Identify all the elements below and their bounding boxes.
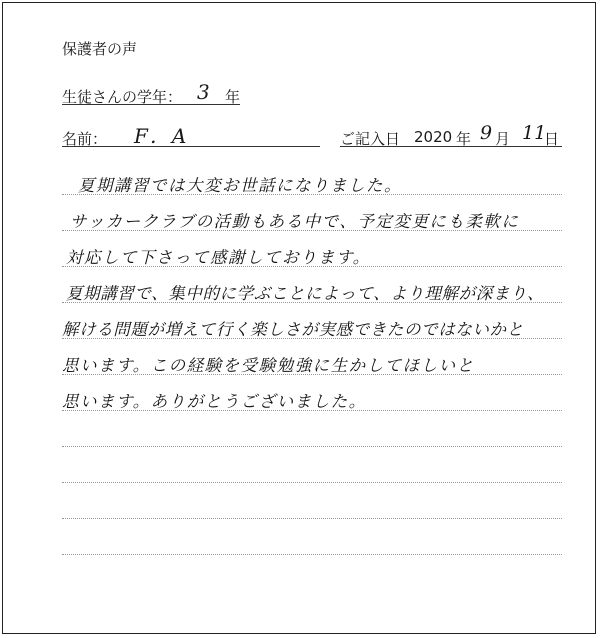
date-year-unit: 年 xyxy=(456,130,472,148)
ruled-line xyxy=(62,446,562,447)
form-title: 保護者の声 xyxy=(62,40,138,58)
grade-unit: 年 xyxy=(225,88,241,106)
comment-line: 解ける問題が増えて行く楽しさが実感できたのではないかと xyxy=(62,320,524,339)
name-label: 名前： xyxy=(62,130,108,148)
comment-line: 夏期講習では大変お世話になりました。 xyxy=(78,176,402,195)
date-year: 2020 xyxy=(414,128,453,146)
grade-underline xyxy=(62,104,240,105)
ruled-line xyxy=(62,482,562,483)
date-underline xyxy=(340,146,562,147)
ruled-line xyxy=(62,518,562,519)
grade-value: 3 xyxy=(197,80,210,104)
name-underline xyxy=(62,146,320,147)
comment-line: 対応して下さって感謝しております。 xyxy=(66,248,371,267)
date-month-unit: 月 xyxy=(495,130,511,148)
date-month: 9 xyxy=(480,122,493,144)
grade-label: 生徒さんの学年： xyxy=(62,88,183,106)
date-day-unit: 日 xyxy=(544,130,560,148)
date-day: 11 xyxy=(522,122,547,144)
comment-line: 思います。ありがとうございました。 xyxy=(62,392,367,411)
comment-line: サッカークラブの活動もある中で、予定変更にも柔軟に xyxy=(70,212,520,231)
date-label: ご記入日 xyxy=(340,130,401,148)
ruled-line xyxy=(62,554,562,555)
comment-line: 思います。この経験を受験勉強に生かしてほしいと xyxy=(62,356,475,375)
comment-line: 夏期講習で、集中的に学ぶことによって、より理解が深まり、 xyxy=(66,284,545,303)
name-value: F．A xyxy=(134,124,189,148)
